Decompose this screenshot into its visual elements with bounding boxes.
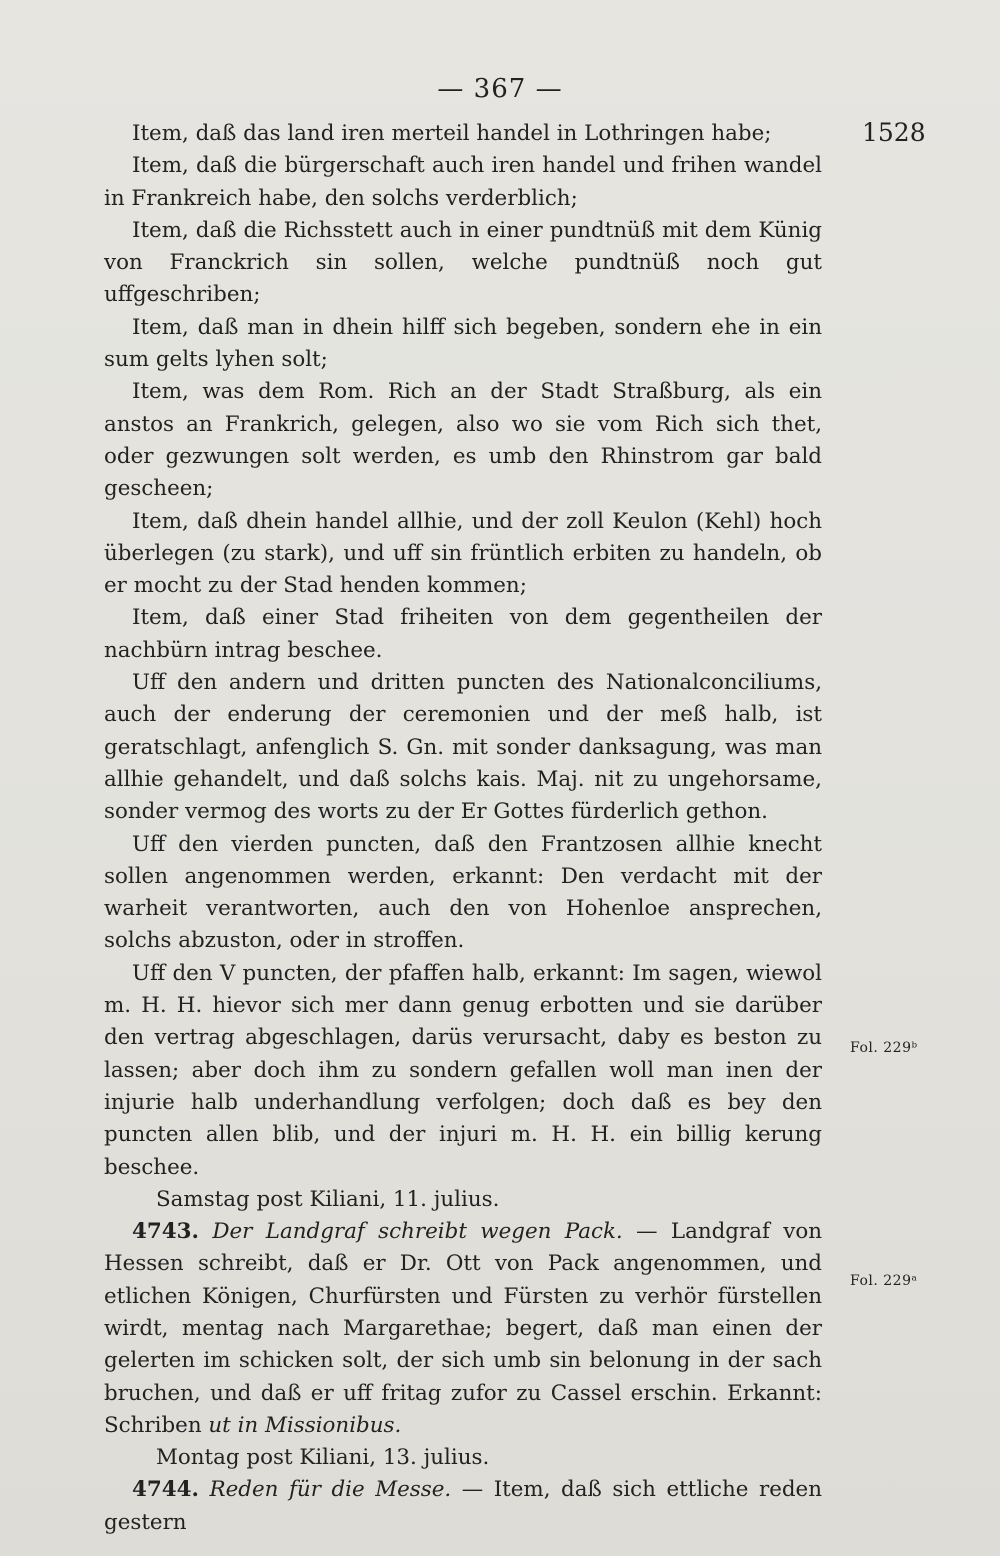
- entry-text-italic: ut in Missionibus.: [208, 1412, 402, 1438]
- entry-title: Reden für die Messe.: [209, 1477, 452, 1503]
- margin-year: 1528: [862, 118, 926, 147]
- entry-4744: [104, 1474, 822, 1539]
- page-number: — 367 —: [437, 74, 563, 104]
- paragraph: Uff den andern und dritten puncten des Nationalconciliums, auch der enderung der ceremonien und der meß halb, ist geratschlagt, anfenglich S. Gn. mit sonder danksagung, was man allhie gehandelt, und daß solchs kais. Maj. nit zu ungehorsame, sonder vermog des worts zu der Er Gottes fürderlich gethon.: [104, 670, 822, 825]
- entry-4743: [104, 1216, 822, 1442]
- entry-number: 4744.: [132, 1477, 199, 1503]
- folio-note-2: Fol. 229ᵃ: [850, 1273, 918, 1289]
- paragraph: Uff den V puncten, der pfaffen halb, erkannt: Im sagen, wiewol m. H. H. hievor sich mer dann genug erbotten und sie darüber den vertrag abgeschlagen, darüs verursacht, daby es beston zu lassen; aber doch ihm zu sondern gefallen woll man inen der injurie halb underhandlung verfolgen; doch daß es bey den puncten allen blib, und der injuri m. H. H. ein billig kerung beschee.: [104, 960, 822, 1180]
- paragraph: Item, daß das land iren merteil handel in Lothringen habe;: [132, 121, 772, 146]
- paragraph: Item, was dem Rom. Rich an der Stadt Straßburg, als ein anstos an Frankrich, gelegen, also wo sie vom Rich sich thet, oder gezwungen solt werden, es umb den Rhinstrom gar bald gescheen;: [104, 379, 822, 502]
- paragraph: Uff den vierden puncten, daß den Frantzosen allhie knecht sollen angenommen werden, erkannt: Den verdacht mit der warheit verantworten, auch den von Hohenloe ansprechen, solchs abzuston, oder in stroffen.: [104, 831, 822, 954]
- folio-note-1: Fol. 229ᵇ: [850, 1040, 918, 1056]
- paragraph: Item, daß man in dhein hilff sich begeben, sondern ehe in ein sum gelts lyhen solt;: [104, 314, 822, 373]
- paragraph: Item, daß einer Stad friheiten von dem gegentheilen der nachbürn intrag beschee.: [104, 605, 822, 663]
- paragraph: Item, daß dhein handel allhie, und der zoll Keulon (Kehl) hoch überlegen (zu stark), und uff sin früntlich erbiten zu handeln, ob er mocht zu der Stad henden kommen;: [104, 508, 822, 599]
- entry-text: — Item, daß sich ettliche reden gestern: [104, 1477, 822, 1535]
- paragraph: Item, daß die bürgerschaft auch iren handel und frihen wandel in Frankreich habe, den solchs verderblich;: [104, 153, 822, 211]
- entry-number: 4743.: [132, 1219, 199, 1245]
- date-line: Samstag post Kiliani, 11. julius.: [156, 1186, 500, 1212]
- body-text: [104, 118, 822, 1539]
- entry-text: — Landgraf von Hessen schreibt, daß er Dr. Ott von Pack angenommen, und etlichen Königen, Churfürsten und Fürsten zu verhör fürstellen wirdt, mentag nach Margarethae; begert, daß man einen der gelerten im schicken solt, der sich umb sin belonung in der sach bruchen, und daß er uff fritag zufor zu Cassel erschin. Erkannt: Schriben: [104, 1219, 822, 1438]
- paragraph: Item, daß die Richsstett auch in einer pundtnüß mit dem Künig von Franckrich sin sollen, welche pundtnüß noch gut uffgeschriben;: [104, 217, 822, 308]
- date-line: Montag post Kiliani, 13. julius.: [156, 1445, 490, 1471]
- entry-title: Der Landgraf schreibt wegen Pack.: [212, 1219, 623, 1245]
